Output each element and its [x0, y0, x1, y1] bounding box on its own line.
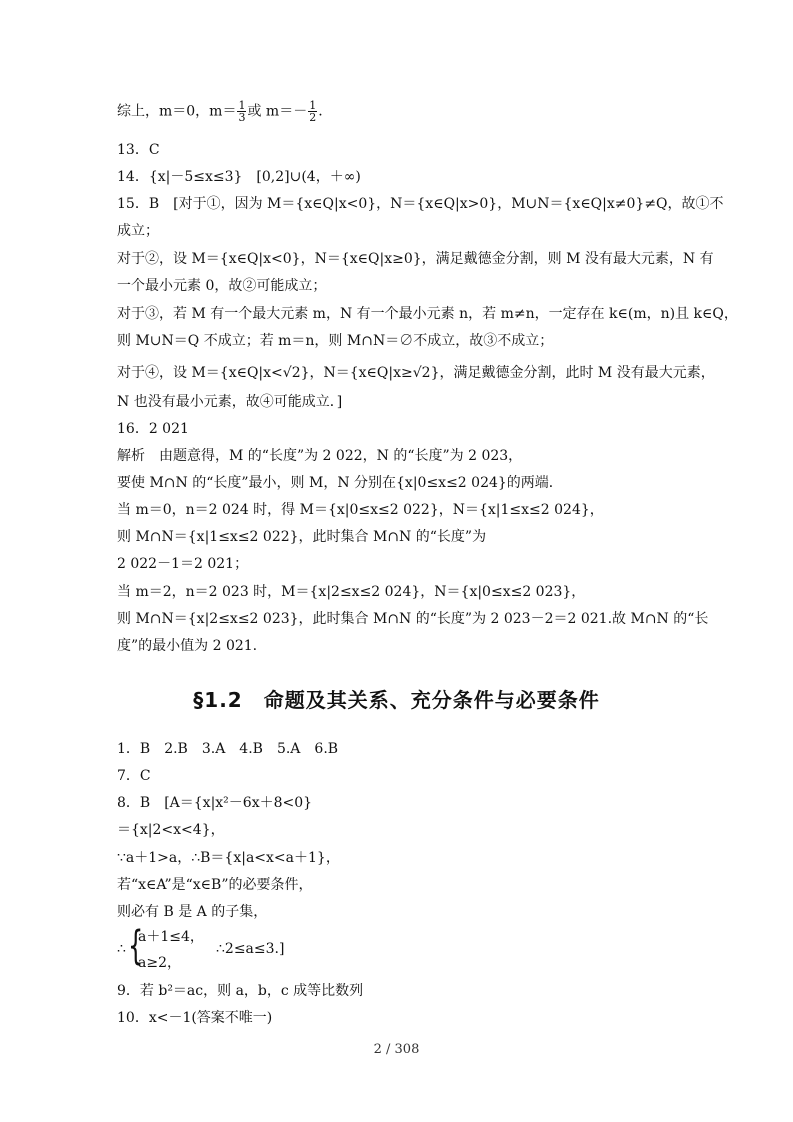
answer-15-line3: 对于②，设 M＝{x∈Q|x<0}，N＝{x∈Q|x≥0}，满足戴德金分割，则 M 没有最大元素，N 有 [117, 251, 714, 267]
answer-16-solution1: 解析 由题意得，M 的“长度”为 2 022，N 的“长度”为 2 023， [117, 448, 523, 464]
section-title: §1.2 命题及其关系、充分条件与必要条件 [193, 688, 600, 712]
therefore-symbol: ∴ [117, 941, 126, 957]
conclusion-prefix: 综上，m＝0，m＝ [117, 103, 237, 120]
answer-7: 7．C [117, 768, 151, 784]
answer-8-line3: ∵a＋1>a，∴B＝{x|a<x<a＋1}， [117, 850, 340, 866]
system-eq-2: a≥2， [138, 955, 181, 971]
conclusion-suffix: . [318, 103, 323, 120]
answer-16-solution8: 度”的最小值为 2 021. [117, 638, 258, 654]
page-number: 2 / 308 [373, 1042, 420, 1057]
answer-13: 13．C [117, 142, 160, 158]
answer-15-line1: 15．B [对于①，因为 M＝{x∈Q|x<0}，N＝{x∈Q|x>0}，M∪N＝{x∈Q|x≠0}≠Q，故①不 [117, 196, 724, 212]
answer-16-solution4: 则 M∩N＝{x|1≤x≤2 022}，此时集合 M∩N 的“长度”为 [117, 529, 487, 545]
answer-15-line6: 则 M∪N＝Q 不成立；若 m＝n，则 M∩N＝∅不成立，故③不成立； [117, 333, 554, 349]
answer-16: 16．2 021 [117, 421, 189, 437]
brace-icon: { [128, 923, 144, 969]
answer-10: 10．x<－1(答案不唯一) [117, 1010, 273, 1026]
answer-8-line1: 8．B [A＝{x|x²－6x＋8<0} [117, 795, 313, 811]
conclusion-mid: 或 m＝－ [247, 103, 308, 120]
answer-16-solution2: 要使 M∩N 的“长度”最小，则 M，N 分别在{x|0≤x≤2 024}的两端． [117, 475, 563, 491]
fraction-denominator: 3 [238, 111, 246, 124]
answers-1-6: 1．B 2.B 3.A 4.B 5.A 6.B [117, 741, 339, 757]
system-eq-1: a＋1≤4， [138, 929, 204, 945]
answer-16-solution6: 当 m＝2，n＝2 023 时，M＝{x|2≤x≤2 024}，N＝{x|0≤x≤2 023}， [117, 584, 586, 600]
answer-14: 14．{x|－5≤x≤3} [0,2]∪(4，＋∞) [117, 169, 361, 185]
answer-15-line7: 对于④，设 M＝{x∈Q|x<√2}，N＝{x∈Q|x≥√2}，满足戴德金分割，此时 M 没有最大元素， [117, 365, 715, 381]
answer-16-solution7: 则 M∩N＝{x|2≤x≤2 023}，此时集合 M∩N 的“长度”为 2 023－2＝2 021.故 M∩N 的“长 [117, 611, 709, 627]
fraction-one-third [237, 100, 246, 123]
answer-16-solution3: 当 m＝0，n＝2 024 时，得 M＝{x|0≤x≤2 022}，N＝{x|1≤x≤2 024}， [117, 502, 604, 518]
answer-8-line2: ＝{x|2<x<4}， [117, 822, 225, 838]
answer-15-line2: 成立； [117, 223, 159, 239]
answer-16-solution5: 2 022－1＝2 021； [117, 556, 249, 572]
answer-15-line5: 对于③，若 M 有一个最大元素 m，N 有一个最小元素 n，若 m≠n，一定存在 k∈(m，n)且 k∈Q， [117, 306, 738, 322]
answer-8-line4: 若“x∈A”是“x∈B”的必要条件， [117, 877, 313, 893]
fraction-one-half [308, 100, 317, 123]
fraction-numerator: 1 [238, 99, 246, 112]
system-result: ∴2≤a≤3.] [216, 941, 285, 957]
fraction-denominator: 2 [309, 111, 317, 124]
answer-15-line8: N 也没有最小元素，故④可能成立．] [117, 394, 343, 410]
conclusion-line [117, 100, 323, 123]
answer-8-line5: 则必有 B 是 A 的子集， [117, 904, 268, 920]
answer-15-line4: 一个最小元素 0，故②可能成立； [117, 278, 327, 294]
fraction-numerator: 1 [309, 99, 317, 112]
answer-9: 9．若 b²＝ac，则 a，b，c 成等比数列 [117, 983, 364, 999]
